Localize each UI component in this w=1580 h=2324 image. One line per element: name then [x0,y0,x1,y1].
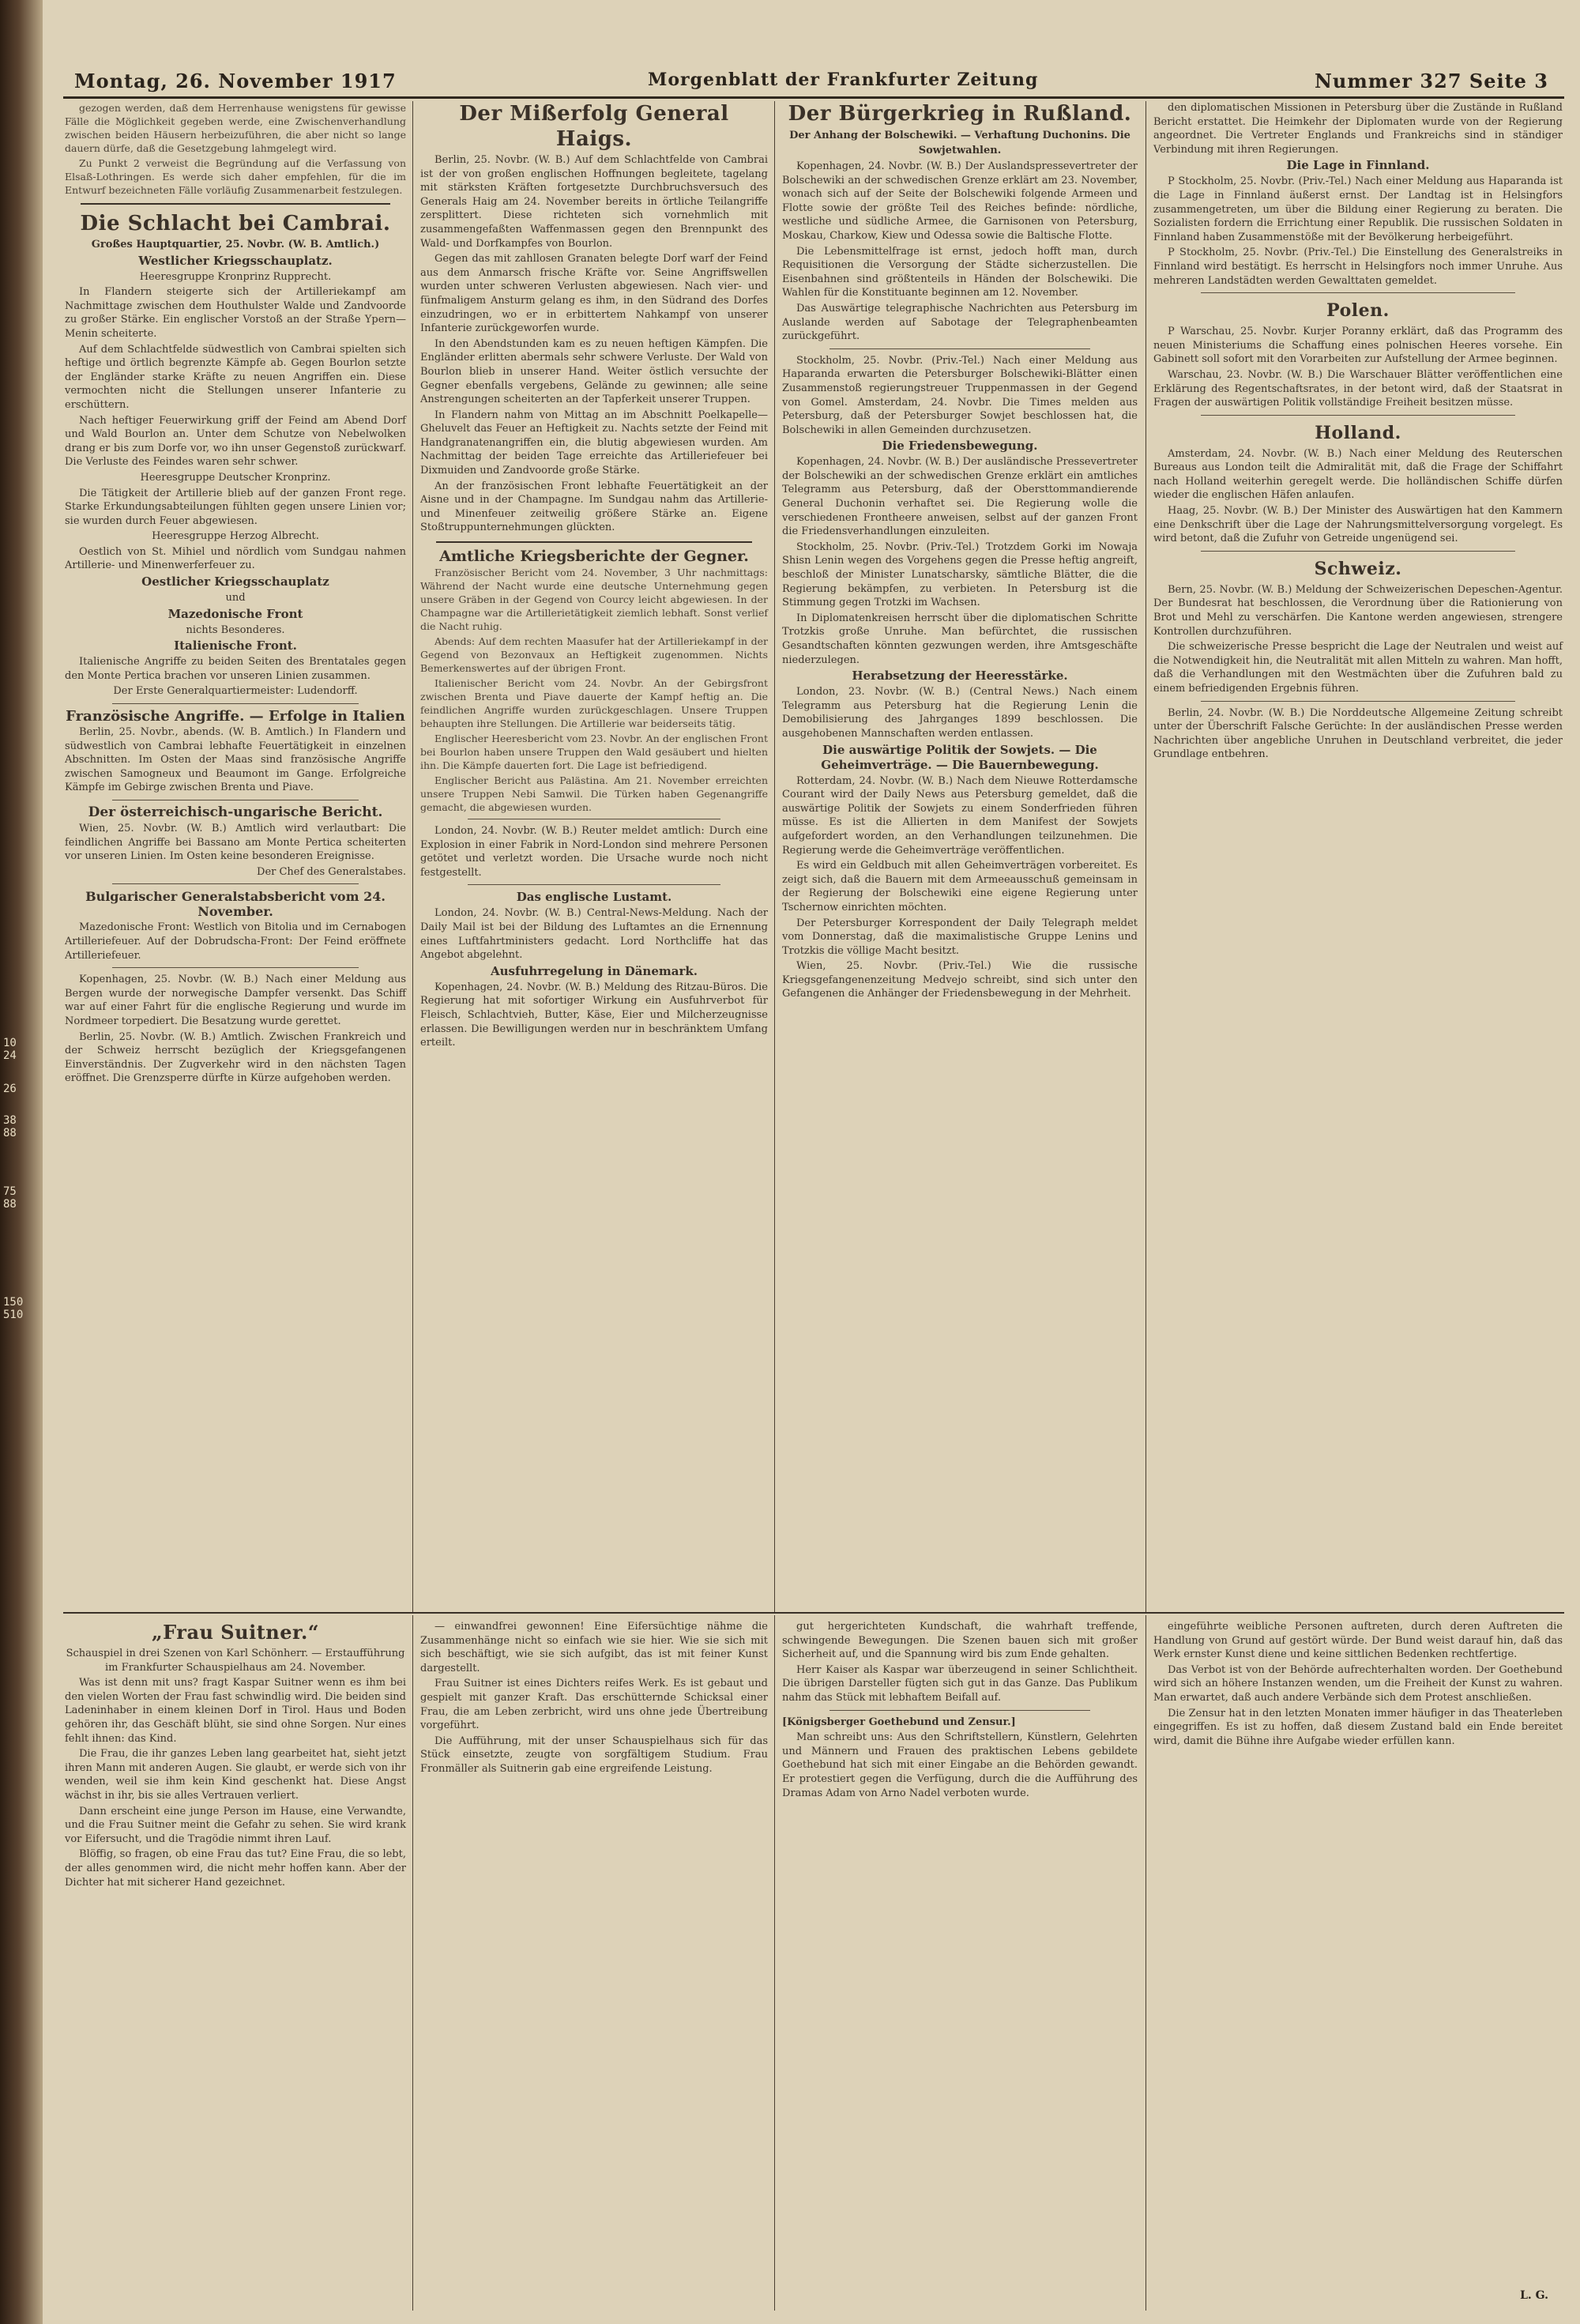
article-text: Frau Suitner ist eines Dichters reifes Werk. Es ist gebaut und gespielt mit ganzer Kraft. Das erschütternde Schicksal einer Frau, die am Leben zerbricht, wird uns ohne jede Übertreibung vorgeführt. [420,1678,768,1732]
article-text: Rotterdam, 24. Novbr. (W. B.) Nach dem Nieuwe Rotterdamsche Courant wird der Daily News aus Petersburg gemeldet, daß die auswärtige Politik der Sowjets zu einem Sonderfrieden führen müsse. Es ist die Allierten in dem Manifest der Sowjets aufgefordert worden, an den Verhandlungen teilzunehmen. Die Regierung werde die Geheimverträge veröffentlichen. [782,774,1138,857]
article-text: Haag, 25. Novbr. (W. B.) Der Minister des Auswärtigen hat den Kammern eine Denkschrift über die Lage der Nahrungsmittelversorgung vorgelegt. Es wird betont, daß die Zufuhr von Getreide ungenügend sei. [1153,505,1563,545]
article-text: Kopenhagen, 25. Novbr. (W. B.) Nach einer Meldung aus Bergen wurde der norwegische Dampfer versenkt. Das Schiff war auf einer Fahrt für die englische Regierung und wurde im Nordmeer torpediert. Die Besatzung wurde gerettet. [65,974,406,1027]
dateline: Großes Hauptquartier, 25. Novbr. (W. B. Amtlich.) [91,239,380,250]
article-text: den diplomatischen Missionen in Petersburg über die Zustände in Rußland Bericht erstattet. Die Heimkehr der Diplomaten wurde von der Regierung angeordnet. Die Vertreter Englands und Frankreichs sind in ständiger Verbindung mit ihren Regierungen. [1153,102,1563,156]
article-text: Auf dem Schlachtfelde südwestlich von Cambrai spielten sich heftige und örtlich begrenzte Kämpfe ab. Gegen Bourlon setzte der Engländer starke Kräfte zu neuen Angriffen ein. Diese vermochten nicht die Stellungen unserer Infanterie zu erschüttern. [65,343,406,411]
column-rule [412,1615,413,2311]
article-text: Englischer Heeresbericht vom 23. Novbr. An der englischen Front bei Bourlon haben unsere Truppen den Wald gesäubert und hielten ihn. Die Kämpfe dauerten fort. Die Lage ist befriedigend. [420,733,768,772]
article-text: Zu Punkt 2 verweist die Begründung auf die Verfassung von Elsaß-Lothringen. Es werde sich daher empfehlen, für die im Entwurf bezeichneten Fälle vorläufig Zusammenarbeit festzulegen. [65,157,406,196]
article-text: Gegen das mit zahllosen Granaten belegte Dorf warf der Feind aus dem Anmarsch frische Kräfte vor. Seine Angriffswellen wurden unter schweren Verlusten abgewiesen. Nach vier- und fünfmaligem Ansturm gelang es ihm, in den Südrand des Dorfes einzudringen, wo er in erbittertem Nahkampf von unserer Infanterie zurückgeworfen wurde. [420,253,768,335]
article-text: eingeführte weibliche Personen auftreten, durch deren Auftreten die Handlung von Grund auf gestört würde. Der Bund weist darauf hin, daß das Werk ernster Kunst diene und keine sittlichen Bedenken rechtfertige. [1153,1621,1563,1661]
divider [1201,551,1515,552]
article-text: Es wird ein Geldbuch mit allen Geheimverträgen vorbereitet. Es zeigt sich, daß die Bauern mit dem Armeeausschuß gemeinsam in der Regierung der Bolschewiki eine eigene Regierung unter Tschernow einrichten möchten. [782,860,1138,913]
article-text: Mazedonische Front: Westlich von Bitolia und im Cernabogen Artilleriefeuer. Auf der Dobrudscha-Front: Der Feind eröffnete Artilleriefeuer. [65,921,406,962]
army-group: Heeresgruppe Herzog Albrecht. [152,530,319,543]
article-text: Stockholm, 25. Novbr. (Priv.-Tel.) Trotzdem Gorki im Nowaja Shisn Lenin wegen des Vorgehens gegen die Presse heftig angreift, beschloß der Minister Lunatscharsky, sämtliche Blätter, die die Regierung bekämpfen, zu verbieten. In Petersburg ist die Stimmung gegen Trotzki im Wachsen. [782,541,1138,609]
margin-fragment: 10 24 [3,1037,17,1062]
article-text: Berlin, 24. Novbr. (W. B.) Die Norddeutsche Allgemeine Zeitung schreibt unter der Überschrift Falsche Gerüchte: In der ausländischen Presse werden Nachrichten über angebliche Unruhen in Deutschland verbreitet, die jeder Grundlage entbehren. [1153,706,1563,761]
divider [112,703,359,704]
article-text: Das Auswärtige telegraphische Nachrichten aus Petersburg im Auslande werden auf Sabotage der Telegraphenbeamten zurückgeführt. [782,302,1138,343]
article-text: Der Petersburger Korrespondent der Daily Telegraph meldet vom Donnerstag, daß die maximalistische Gruppe Lenins und Trotzkis die völlige Macht besitzt. [782,917,1138,957]
article-text: Kopenhagen, 24. Novbr. (W. B.) Meldung des Ritzau-Büros. Die Regierung hat mit sofortiger Wirkung ein Ausfuhrverbot für Fleisch, Schlachtvieh, Butter, Käse, Eier und Milcherzeugnisse erlassen. Die Bewilligungen werden nur in beschränktem Umfang erteilt. [420,981,768,1049]
section-heading: Oestlicher Kriegsschauplatz [141,574,329,589]
article-text: Wien, 25. Novbr. (Priv.-Tel.) Wie die russische Kriegsgefangenenzeitung Medvejo schreibt, sind sich unter den Gefangenen die Anhänger der Friedensbewegung in der Mehrheit. [782,960,1138,1000]
article-text: Französischer Bericht vom 24. November, 3 Uhr nachmittags: Während der Nacht wurde eine deutsche Unternehmung gegen unsere Gräben in der Gegend von Courcy leicht abgewiesen. In der Champagne war die Artillerietätigkeit ziemlich lebhaft. Sonst verlief die Nacht ruhig. [420,567,768,633]
article-text: Bern, 25. Novbr. (W. B.) Meldung der Schweizerischen Depeschen-Agentur. Der Bundesrat hat beschlossen, die Verordnung über die Rationierung von Brot und Mehl zu verschärfen. Die Kantone werden angewiesen, strengere Kontrollen durchzuführen. [1153,583,1563,638]
masthead [63,68,1564,99]
headline-goethebund: [Königsberger Goethebund und Zensur.] [782,1716,1016,1728]
signature: Der Chef des Generalstabes. [257,865,406,878]
article-text: In den Abendstunden kam es zu neuen heftigen Kämpfen. Die Engländer erlitten abermals sehr schwere Verluste. Der Wald von Bourlon blieb in unserer Hand. Weiter östlich versuchte der Gegner ebenfalls vergebens, Gelände zu gewinnen; alle seine Anstrengungen scheiterten an der Tapferkeit unserer Truppen. [420,337,768,406]
section-heading: Italienische Front. [174,638,297,654]
article-text: Wien, 25. Novbr. (W. B.) Amtlich wird verlautbart: Die feindlichen Angriffe bei Bassano am Monte Pertica scheiterten vor unseren Linien. Im Osten keine besonderen Ereignisse. [65,823,406,863]
article-text: Die Tätigkeit der Artillerie blieb auf der ganzen Front rege. Starke Erkundungsabteilungen fühlten gegen unsere Linien vor; sie wurden durch Feuer abgewiesen. [65,487,406,527]
margin-fragment: 26 [3,1083,17,1095]
feuilleton-column-4 [1153,1620,1563,1750]
article-text: Amsterdam, 24. Novbr. (W. B.) Nach einer Meldung des Reuterschen Bureaus aus London teilt die Admiralität mit, daß die Frage der Schiffahrt nach Holland weiterhin geregelt werde. Die holländischen Schiffe dürfen wieder die englischen Häfen anlaufen. [1153,447,1563,502]
divider [830,1710,1090,1711]
signature: Der Erste Generalquartiermeister: Ludendorff. [113,685,358,698]
headline-finland: Die Lage in Finnland. [1286,158,1430,173]
article-text: London, 24. Novbr. (W. B.) Reuter meldet amtlich: Durch eine Explosion in einer Fabrik in Nord-London sind mehrere Personen getötet und verletzt worden. Die Ursache wurde noch nicht festgestellt. [420,825,768,879]
divider [1201,292,1515,293]
article-text: In Diplomatenkreisen herrscht über die diplomatischen Schritte Trotzkis große Unruhe. Man befürchtet, die russischen Gesandtschaften könnten gezwungen werden, ihre Amtsgeschäfte niederzulegen. [782,612,1138,666]
headline-holland: Holland. [1315,422,1401,443]
headline-cambrai: Die Schlacht bei Cambrai. [80,212,391,235]
article-text: Das Verbot ist von der Behörde aufrechterhalten worden. Der Goethebund wird sich an höhere Instanzen wenden, um die Freiheit der Kunst zu wahren. Man erwartet, daß auch andere Verbände sich dem Protest anschließen. [1153,1663,1563,1704]
article-text: Die Zensur hat in den letzten Monaten immer häufiger in das Theaterleben eingegriffen. Es ist zu hoffen, daß diesem Zustand bald ein Ende bereitet wird, damit die Bühne ihre Aufgabe wieder erfüllen kann. [1153,1707,1563,1747]
article-text: Italienische Angriffe zu beiden Seiten des Brentatales gegen den Monte Pertica brachen vor unseren Linien zusammen. [65,656,406,682]
column-2 [420,101,768,1052]
issue-number: Nummer 327 Seite 3 [1314,70,1548,92]
headline-army-reduction: Herabsetzung der Heeresstärke. [852,669,1068,684]
connector-word: und [225,592,246,605]
article-text: Kopenhagen, 24. Novbr. (W. B.) Der ausländische Pressevertreter der Bolschewiki an der schwedischen Grenze erklärt ein amtliches Telegramm aus Petersburg, daß der Obersttommandierende General Duchonin verhaftet sei. Die Regierung wolle die verschiedenen Frontheere anweisen, selbst auf der ganzen Front die Friedensverhandlungen einzuleiten. [782,456,1138,538]
army-group: Heeresgruppe Deutscher Kronprinz. [140,471,331,484]
headline-french: Französische Angriffe. — Erfolge in Italien [66,708,405,725]
feuilleton-column-1 [65,1620,406,1891]
article-text: Blöffig, so fragen, ob eine Frau das tut? Eine Frau, die so lebt, der alles genommen wird, die nicht mehr hoffen kann. Aber der Dichter hat mit sicherer Hand gezeichnet. [65,1848,406,1889]
army-group: Heeresgruppe Kronprinz Rupprecht. [139,270,332,283]
headline-frau-suitner: „Frau Suitner.“ [151,1621,320,1644]
section-heading: Westlicher Kriegsschauplatz. [138,253,333,268]
article-text: Was ist denn mit uns? fragt Kaspar Suitner wenn es ihm bei den vielen Worten der Frau fast schwindlig wird. Die beiden sind Ladeninhaber in einem kleinen Dorf in Tirol. Haus und Boden gehören ihr, das Geschäft blüht, sie sind ohne Sorgen. Nur eines fehlt ihnen: das Kind. [65,1677,406,1745]
headline-switzerland: Schweiz. [1314,558,1402,579]
article-text: — einwandfrei gewonnen! Eine Eifersüchtige nähme die Zusammenhänge nicht so einfach wie sie hier. Wie sie sich mit sich beschäftigt, wie sie sich aufgibt, das ist mit feiner Kunst dargestellt. [420,1621,768,1674]
article-text: An der französischen Front lebhafte Feuertätigkeit an der Aisne und in der Champagne. Im Sundgau nahm das Artillerie- und Minenfeuer zeitweilig größere Stärke an. Eigene Stoßtruppunternehmungen glückten. [420,480,768,534]
article-text: Die Frau, die ihr ganzes Leben lang gearbeitet hat, sieht jetzt ihren Mann mit anderen Augen. Sie glaubt, er werde sich von ihr wenden, weil sie ihm kein Kind geschenkt hat. Diese Angst wächst in ihr, bis sie alles Vertrauen verliert. [65,1748,406,1802]
headline-peace: Die Friedensbewegung. [882,439,1038,454]
article-text: Italienischer Bericht vom 24. Novbr. An der Gebirgsfront zwischen Brenta und Piave dauerte der Kampf heftig an. Die feindlichen Angriffe wurden zurückgeschlagen. Unsere Truppen behaupten ihre Stellungen. Die Artillerie war beiderseits tätig. [420,677,768,730]
divider [81,203,390,205]
article-text: nichts Besonderes. [186,623,285,636]
paper-title: Morgenblatt der Frankfurter Zeitung [648,70,1039,90]
headline-enemy-reports: Amtliche Kriegsberichte der Gegner. [439,548,749,566]
article-text: Warschau, 23. Novbr. (W. B.) Die Warschauer Blätter veröffentlichen eine Erklärung des Regentschaftsrates, in der betont wird, daß der Staatsrat in Fragen der auswärtigen Politik vollständige Freiheit besitzen müsse. [1153,368,1563,409]
headline-haig: Der Mißerfolg General Haigs. [459,102,729,151]
sub-headline: Der Anhang der Bolschewiki. — Verhaftung Duchonins. Die Sowjetwahlen. [789,130,1130,156]
feuilleton-rule [63,1612,1564,1614]
article-text: Nach heftiger Feuerwirkung griff der Feind am Abend Dorf und Wald Bourlon an. Unter dem Schutze von Nebelwolken drang er bis zum Dorfe vor, wo ihn unser Gegenstoß zurückwarf. Die Verluste des Feindes waren sehr schwer. [65,414,406,469]
article-text: In Flandern steigerte sich der Artilleriekampf am Nachmittage zwischen dem Houthulster Walde und Zandvoorde zu großer Stärke. Ein englischer Vorstoß an der Straße Ypern—Menin scheiterte. [65,286,406,340]
headline-civil-war: Der Bürgerkrieg in Rußland. [788,102,1132,126]
article-text: Die Lebensmittelfrage ist ernst, jedoch hofft man, durch Requisitionen die Versorgung der Städte sicherzustellen. Die Eisenbahnen sind größtenteils in Händen der Bolschewiki. Die Wahlen für die Konstituante beginnen am 12. November. [782,245,1138,299]
headline-bulgaria: Bulgarischer Generalstabsbericht vom 24. November. [85,889,386,920]
headline-soviet-policy: Die auswärtige Politik der Sowjets. — Die Geheimverträge. — Die Bauernbewegung. [821,742,1099,772]
section-heading: Mazedonische Front [167,606,303,621]
article-text: Berlin, 25. Novbr. (W. B.) Amtlich. Zwischen Frankreich und der Schweiz herrscht bezüglich der Kriegsgefangenen Einverständnis. Der Zugverkehr wird in den nächsten Tagen eröffnet. Die Grenzsperre dürfte in Kürze aufgehoben werden. [65,1030,406,1085]
article-text: In Flandern nahm von Mittag an im Abschnitt Poelkapelle—Gheluvelt das Feuer an Heftigkeit zu. Nachts setzte der Feind mit Handgranatenangriffen ein, die blutig abgewiesen wurden. Am Nachmittag der beiden Tage erreichte das Artilleriefeuer bei Dixmuiden und Zandvoorde große Stärke. [420,409,768,477]
article-text: Berlin, 25. Novbr., abends. (W. B. Amtlich.) In Flandern und südwestlich von Cambrai lebhafte Feuertätigkeit in einzelnen Abschnitten. Im Osten der Maas sind französische Angriffe zwischen Samogneux und Beaumont im Gange. Erfolgreiche Kämpfe im Gebirge zwischen Brenta und Piave. [65,726,406,794]
margin-fragment: 38 88 [3,1114,17,1139]
article-text: Englischer Bericht aus Palästina. Am 21. November erreichten unsere Truppen Nebi Samwil. Die Türken haben Gegenangriffe gemacht, die abgewiesen wurden. [420,774,768,814]
divider [436,541,752,543]
article-text: Berlin, 25. Novbr. (W. B.) Auf dem Schlachtfelde von Cambrai ist der von großen englischen Hoffnungen begleitete, tagelang mit stärksten Kräften fortgesetzte Durchbruchsversuch des Generals Haig am 24. November bereits in örtliche Teilangriffe zersplittert. Diese richteten sich vornehmlich mit zusammengefaßten Waffenmassen gegen den Brennpunkt des Wald- und Dorfkampfes von Bourlon. [420,154,768,250]
article-text: gezogen werden, daß dem Herrenhause wenigstens für gewisse Fälle die Möglichkeit gegeben werde, eine Zwischenverhandlung zwischen beiden Häusern herbeizuführen, die aber nicht so lange dauern dürfe, daß die Gesetzgebung lahmgelegt wird. [65,102,406,154]
article-text: Herr Kaiser als Kaspar war überzeugend in seiner Schlichtheit. Die übrigen Darsteller fügten sich gut in das Ganze. Das Publikum nahm das Stück mit lebhaftem Beifall auf. [782,1663,1138,1704]
feuilleton-column-3 [782,1620,1138,1802]
headline-poland: Polen. [1326,300,1390,322]
article-text: P Warschau, 25. Novbr. Kurjer Poranny erklärt, daß das Programm des neuen Ministeriums die Schaffung eines polnischen Heeres vorsehe. Ein Gabinett soll sofort mit den Vorarbeiten zur Aufstellung der Armee beginnen. [1153,326,1563,366]
column-4 [1153,101,1563,763]
divider [112,883,359,884]
article-text: Die Aufführung, mit der unser Schauspielhaus sich für das Stück einsetzte, zeugte von sorgfältigem Studium. Frau Fronmäller als Suitnerin gab eine ergreifende Leistung. [420,1735,768,1775]
feuilleton-column-2 [420,1620,768,1778]
column-1 [65,101,406,1087]
article-text: Die schweizerische Presse bespricht die Lage der Neutralen und weist auf die Notwendigkeit hin, die Neutralität mit allen Mitteln zu wahren. Man hofft, daß die Verhandlungen mit den Westmächten über die Zufuhren bald zu einem befriedigenden Ergebnis führen. [1153,641,1563,695]
headline-air-ministry: Das englische Lustamt. [516,890,672,905]
article-text: Stockholm, 25. Novbr. (Priv.-Tel.) Nach einer Meldung aus Haparanda erwarten die Petersburger Bolschewiki-Blätter einen Zusammenstoß regierungstreuer Truppenmassen in der Gegend von Gomel. Amsterdam, 24. Novbr. Die Times melden aus Petersburg, daß der Petersburger Sowjet beschlossen hat, die Bolschewiki in allen Gemeinden durchzusetzen. [782,354,1138,436]
column-3 [782,101,1138,1003]
article-text: Oestlich von St. Mihiel und nördlich vom Sundgau nahmen Artillerie- und Minenwerferfeuer zu. [65,545,406,572]
issue-date: Montag, 26. November 1917 [74,70,397,92]
margin-fragment: 75 88 [3,1185,17,1211]
divider [830,348,1090,349]
column-rule [774,1615,775,2311]
article-text: P Stockholm, 25. Novbr. (Priv.-Tel.) Die Einstellung des Generalstreiks in Finnland wird bestätigt. Es herrscht in Helsingfors noch immer Unruhe. Aus mehreren Landstädten werden Gewalttaten gemeldet. [1153,247,1563,287]
article-text: gut hergerichteten Kundschaft, die wahrhaft treffende, schwingende Bewegungen. Die Szenen bauen sich mit großer Sicherheit auf, und die Spannung wird bis zum Ende gehalten. [782,1621,1138,1661]
article-text: London, 23. Novbr. (W. B.) (Central News.) Nach einem Telegramm aus Petersburg hat die Regierung Lenin die Demobilisierung des Jahrganges 1899 beschlossen. Die ausgehobenen Mannschaften werden entlassen. [782,686,1138,740]
headline-austria: Der österreichisch-ungarische Bericht. [88,804,383,820]
book-binding [0,0,43,2324]
article-text: Dann erscheint eine junge Person im Hause, eine Verwandte, und die Frau Suitner meint die Gefahr zu sehen. Sie wird krank vor Eifersucht, und die Tragödie nimmt ihren Lauf. [65,1805,406,1845]
column-rule [774,101,775,1612]
divider [1201,415,1515,416]
headline-denmark: Ausfuhrregelung in Dänemark. [491,963,698,978]
sub-headline: Schauspiel in drei Szenen von Karl Schönherr. — Erstaufführung im Frankfurter Schauspielhaus am 24. November. [66,1648,405,1674]
article-text: Kopenhagen, 24. Novbr. (W. B.) Der Auslandspressevertreter der Bolschewiki an der schwedischen Grenze erklärt am 23. November, wonach sich auf der Seite der Bolschewiki folgende Armeen und Flotte sowie der größte Teil des Reiches befinde: nördliche, westliche und südliche Armee, die Garnisonen von Petersburg, Moskau, Charkow, Kiew und Odessa sowie die Baltische Flotte. [782,160,1138,242]
article-text: P Stockholm, 25. Novbr. (Priv.-Tel.) Nach einer Meldung aus Haparanda ist die Lage in Finnland äußerst ernst. Der Landtag ist in Helsingfors zusammengetreten, um über die Bildung einer Regierung zu beraten. Die Sozialisten fordern die Errichtung einer Republik. Die russischen Soldaten in Finnland haben Zusammenstöße mit der Bevölkerung herbeigeführt. [1153,175,1563,243]
column-rule [412,101,413,1612]
article-text: London, 24. Novbr. (W. B.) Central-News-Meldung. Nach der Daily Mail ist bei der Bildung des Luftamtes an die Ernennung eines Luftfahrtministers gedacht. Lord Northcliffe hat das Angebot abgelehnt. [420,907,768,962]
divider [112,967,359,968]
article-text: Man schreibt uns: Aus den Schriftstellern, Künstlern, Gelehrten und Männern und Frauen des praktischen Lebens gebildete Goethebund hat sich mit einer Eingabe an die Behörden gewandt. Er protestiert gegen die Verfügung, durch die die Aufführung des Dramas Adam von Arno Nadel verboten wurde. [782,1731,1138,1799]
article-text: Abends: Auf dem rechten Maasufer hat der Artilleriekampf in der Gegend von Bezonvaux an Heftigkeit zugenommen. Nichts Bemerkenswertes auf der übrigen Front. [420,635,768,675]
author-signature: L. G. [1520,2289,1548,2302]
divider [468,884,720,885]
divider [1201,701,1515,702]
margin-fragment: 150 510 [3,1296,24,1321]
